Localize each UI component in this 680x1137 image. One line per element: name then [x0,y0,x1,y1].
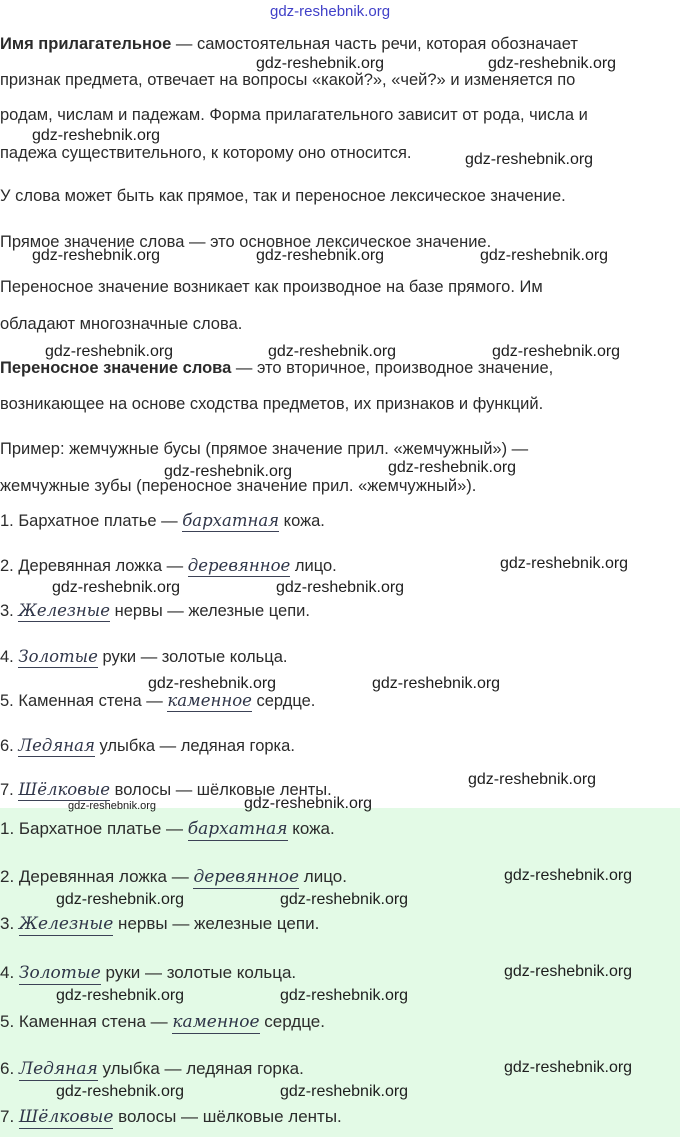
handwritten-answer: бархатная [187,819,288,839]
handwritten-answer: каменное [172,1012,260,1032]
answer-text: 5. Каменная стена — [0,692,168,710]
answer-text: руки — золотые кольца. [100,963,297,982]
watermark: gdz-reshebnik.org [276,579,405,596]
answer-6-green [0,1059,304,1079]
handwritten-answer: Железные [18,914,114,934]
watermark: gdz-reshebnik.org [45,343,174,360]
watermark: gdz-reshebnik.org [388,459,517,476]
answer-text: 5. Каменная стена — [0,1012,173,1031]
watermark: gdz-reshebnik.org [504,1059,633,1076]
watermark: gdz-reshebnik.org [256,55,385,72]
answer-6 [0,736,295,756]
theory-paragraph-5-line-2: возникающее на основе сходства предметов, их признаков и функций. [0,395,544,413]
answer-text: лицо. [299,867,347,886]
watermark: gdz-reshebnik.org [56,1083,185,1100]
handwritten-answer: Шёлковые [18,780,111,799]
theory-paragraph-2: У слова может быть как прямое, так и переносное лексическое значение. [0,187,566,205]
watermark-top: gdz-reshebnik.org [270,3,391,20]
watermark: gdz-reshebnik.org [244,795,373,812]
theory-text: — самостоятельная часть речи, которая обозначает [171,35,578,53]
watermark: gdz-reshebnik.org [492,343,621,360]
answer-text: волосы — шёлковые ленты. [110,781,332,799]
answer-5-green [0,1012,325,1032]
handwritten-answer: каменное [167,691,252,710]
answer-text: 2. Деревянная ложка — [0,557,188,575]
watermark-small: gdz-reshebnik.org [68,800,157,812]
watermark: gdz-reshebnik.org [480,247,609,264]
answer-text: 7. [0,1107,19,1126]
answer-text: 4. [0,648,19,666]
watermark: gdz-reshebnik.org [256,247,385,264]
theory-paragraph-1-line-3: родам, числам и падежам. Форма прилагательного зависит от рода, числа и [0,106,588,124]
watermark: gdz-reshebnik.org [280,987,409,1004]
term-adjective: Имя прилагательное [0,35,172,53]
theory-paragraph-3: Прямое значение слова — это основное лексическое значение. [0,233,492,251]
answer-text: 6. [0,1059,19,1078]
term-figurative-meaning: Переносное значение слова [0,359,232,377]
watermark: gdz-reshebnik.org [52,579,181,596]
watermark: gdz-reshebnik.org [468,771,597,788]
watermark: gdz-reshebnik.org [504,963,633,980]
answer-text: сердце. [259,1012,325,1031]
theory-text: — это вторичное, производное значение, [231,359,554,377]
answer-text: 3. [0,914,19,933]
answer-5 [0,691,315,711]
answer-7-green [0,1107,342,1127]
watermark: gdz-reshebnik.org [164,463,293,480]
theory-paragraph-4-line-1: Переносное значение возникает как производное на базе прямого. Им [0,278,543,296]
handwritten-answer: деревянное [187,556,291,575]
answer-text: 4. [0,963,19,982]
answer-1-green [0,819,335,839]
answer-1 [0,511,325,531]
watermark: gdz-reshebnik.org [488,55,617,72]
handwritten-answer: бархатная [182,511,280,530]
watermark: gdz-reshebnik.org [280,1083,409,1100]
theory-paragraph-1-line-4: падежа существительного, к которому оно относится. [0,144,412,162]
watermark: gdz-reshebnik.org [56,987,185,1004]
handwritten-answer: Ледяная [18,736,95,755]
answer-text: нервы — железные цепи. [110,602,310,620]
theory-paragraph-6-line-2: жемчужные зубы (переносное значение прил. «жемчужный»). [0,477,477,495]
answer-text: 2. Деревянная ложка — [0,867,194,886]
watermark: gdz-reshebnik.org [504,867,633,884]
theory-paragraph-1-line-1 [0,35,578,54]
handwritten-answer: деревянное [193,867,300,887]
answer-text: 3. [0,602,19,620]
answer-text: улыбка — ледяная горка. [94,737,295,755]
answer-2 [0,556,337,576]
watermark: gdz-reshebnik.org [32,247,161,264]
answer-text: волосы — шёлковые ленты. [113,1107,342,1126]
answer-3-green [0,914,319,934]
answer-text: 6. [0,737,19,755]
answer-4 [0,647,287,667]
watermark: gdz-reshebnik.org [148,675,277,692]
answer-2-green [0,867,347,887]
answer-text: кожа. [279,512,325,530]
theory-paragraph-1-line-2: признак предмета, отвечает на вопросы «какой?», «чей?» и изменяется по [0,71,576,89]
answer-text: сердце. [251,692,316,710]
answer-text: руки — золотые кольца. [97,648,288,666]
watermark: gdz-reshebnik.org [500,555,629,572]
answer-text: кожа. [287,819,335,838]
answer-text: 1. Бархатное платье — [0,512,183,530]
answer-text: 1. Бархатное платье — [0,819,188,838]
answer-text: улыбка — ледяная горка. [97,1059,304,1078]
answer-text: нервы — железные цепи. [113,914,320,933]
theory-paragraph-6-line-1: Пример: жемчужные бусы (прямое значение прил. «жемчужный») — [0,440,529,458]
theory-paragraph-5-line-1 [0,359,553,378]
handwritten-answer: Шёлковые [18,1107,114,1127]
handwritten-answer: Золотые [18,647,98,666]
answer-text: 7. [0,781,19,799]
answer-4-green [0,963,296,983]
watermark: gdz-reshebnik.org [280,891,409,908]
watermark: gdz-reshebnik.org [268,343,397,360]
handwritten-answer: Железные [18,601,111,620]
handwritten-answer: Ледяная [18,1059,98,1079]
watermark: gdz-reshebnik.org [56,891,185,908]
theory-paragraph-4-line-2: обладают многозначные слова. [0,315,243,333]
watermark: gdz-reshebnik.org [32,127,161,144]
watermark: gdz-reshebnik.org [465,151,594,168]
answer-3 [0,601,310,621]
handwritten-answer: Золотые [18,963,101,983]
answer-text: лицо. [290,557,337,575]
watermark: gdz-reshebnik.org [372,675,501,692]
